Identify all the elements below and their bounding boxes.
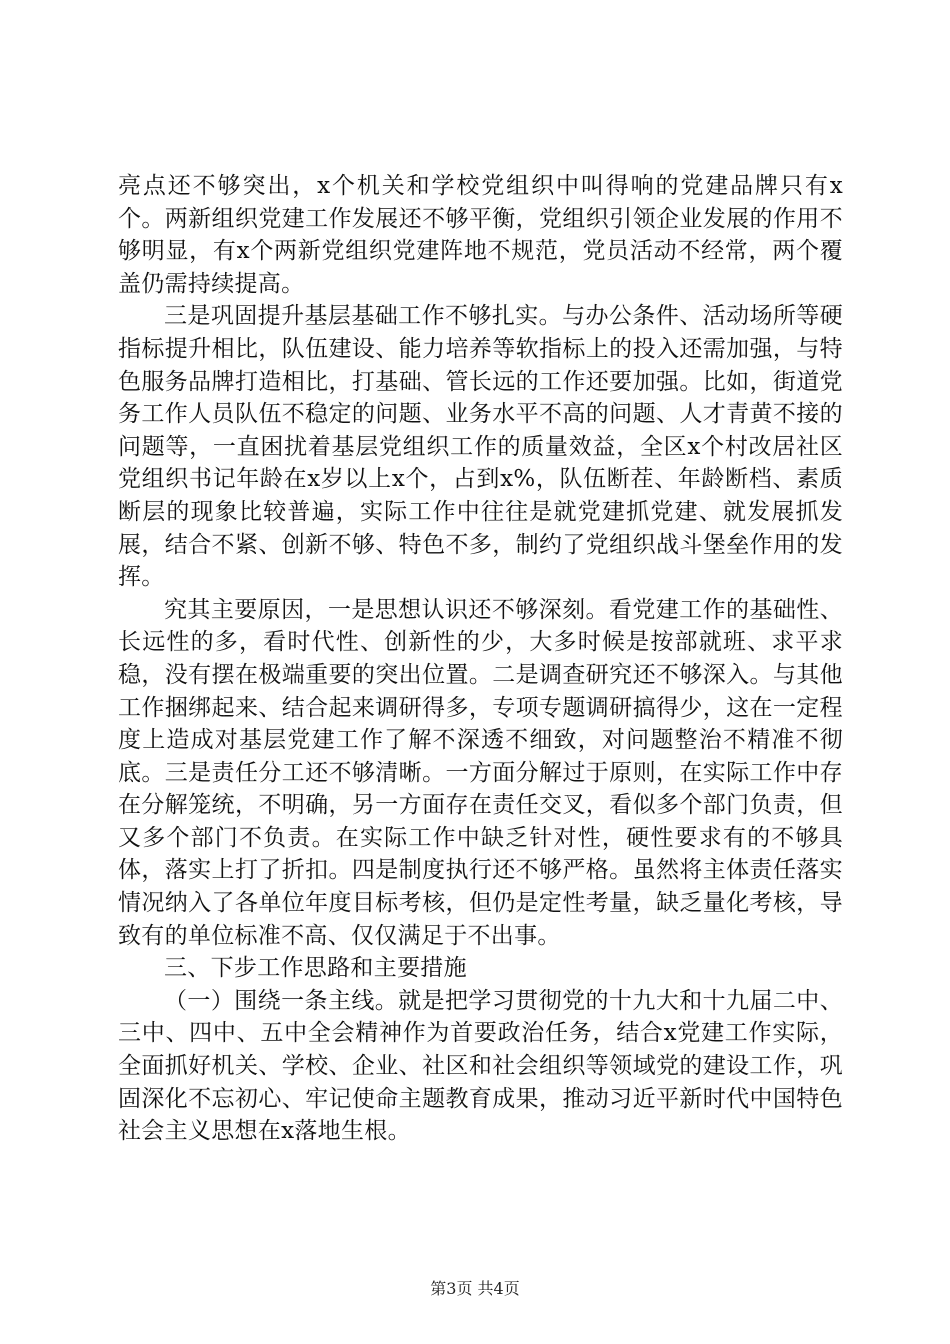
page-footer: 第3页 共4页 (430, 1279, 520, 1298)
section-heading: 三、下步工作思路和主要措施 (164, 955, 467, 982)
paragraph-main-line: （一）围绕一条主线。就是把学习贯彻党的十九大和十九届二中、三中、四中、五中全会精神作为首要政治任务，结合x党建工作实际，全面抓好机关、学校、企业、社区和社会组织等领域党的建设工作，巩固深化不忘初心、牢记使命主题教育成果，推动习近平新时代中国特色社会主义思想在x落地生根。 (118, 987, 843, 1145)
document-body (118, 170, 843, 1148)
paragraph-main-causes: 究其主要原因，一是思想认识还不够深刻。看党建工作的基础性、长远性的多，看时代性、创新性的少，大多时候是按部就班、求平求稳，没有摆在极端重要的突出位置。二是调查研究还不够深入。与其他工作捆绑起来、结合起来调研得多，专项专题调研搞得少，这在一定程度上造成对基层党建工作了解不深透不细致，对问题整治不精准不彻底。三是责任分工还不够清晰。一方面分解过于原则，在实际工作中存在分解笼统，不明确，另一方面存在责任交叉，看似多个部门负责，但又多个部门不负责。在实际工作中缺乏针对性，硬性要求有的不够具体，落实上打了折扣。四是制度执行还不够严格。虽然将主体责任落实情况纳入了各单位年度目标考核，但仍是定性考量，缺乏量化考核，导致有的单位标准不高、仅仅满足于不出事。 (118, 596, 843, 949)
paragraph-continuation: 亮点还不够突出，x个机关和学校党组织中叫得响的党建品牌只有x个。两新组织党建工作发展还不够平衡，党组织引领企业发展的作用不够明显，有x个两新党组织党建阵地不规范，党员活动不经常，两个覆盖仍需持续提高。 (118, 173, 843, 297)
paragraph-foundation-work: 三是巩固提升基层基础工作不够扎实。与办公条件、活动场所等硬指标提升相比，队伍建设、能力培养等软指标上的投入还需加强，与特色服务品牌打造相比，打基础、管长远的工作还要加强。比如，街道党务工作人员队伍不稳定的问题、业务水平不高的问题、人才青黄不接的问题等，一直困扰着基层党组织工作的质量效益，全区x个村改居社区党组织书记年龄在x岁以上x个，占到x%，队伍断茬、年龄断档、素质断层的现象比较普遍，实际工作中往往是就党建抓党建、就发展抓发展，结合不紧、创新不够、特色不多，制约了党组织战斗堡垒作用的发挥。 (118, 303, 843, 591)
